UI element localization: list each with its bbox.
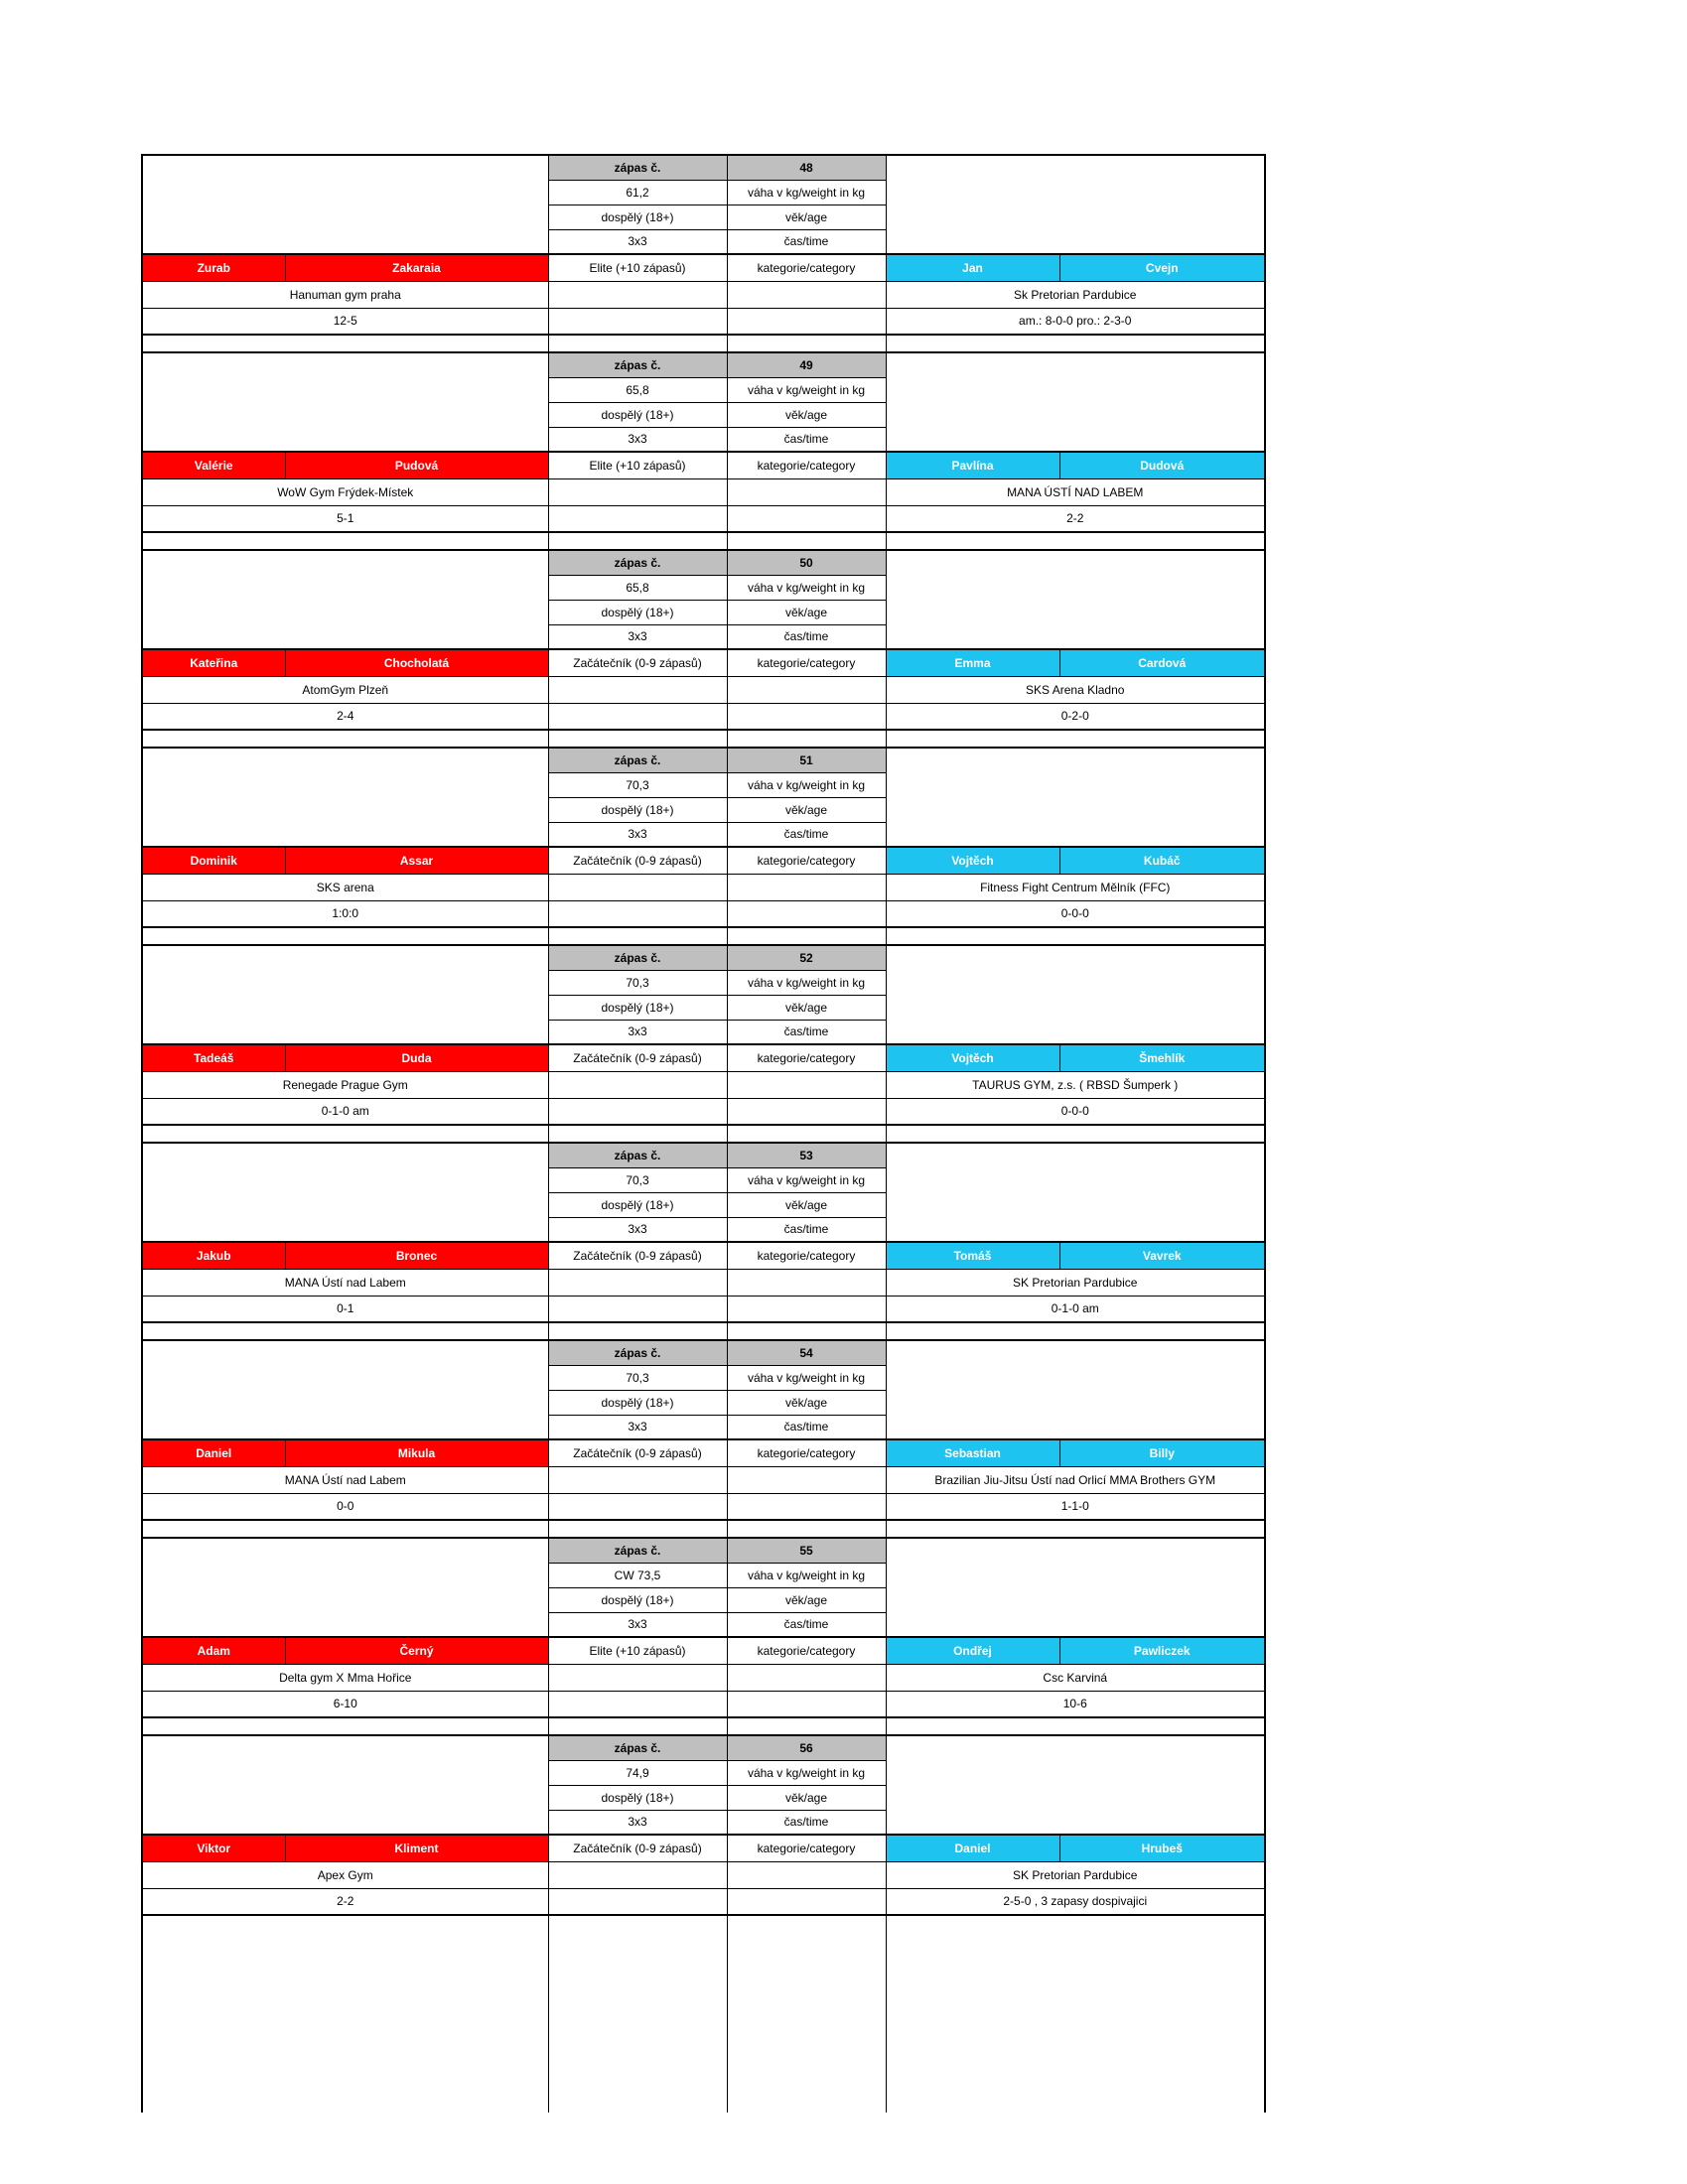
empty-cell (727, 1691, 886, 1717)
spacer-cell (142, 532, 548, 549)
red-corner-gym: Delta gym X Mma Hořice (142, 1664, 548, 1691)
category-label-cell: kategorie/category (727, 1044, 886, 1071)
blue-corner-first-name: Ondřej (886, 1637, 1059, 1664)
weight-label-cell: váha v kg/weight in kg (727, 1563, 886, 1587)
blue-corner-last-name: Cvejn (1059, 254, 1265, 281)
blue-corner-gym: MANA ÚSTÍ NAD LABEM (886, 478, 1265, 505)
match-no-value-cell: 48 (727, 155, 886, 180)
empty-cell (727, 1664, 886, 1691)
age-label-cell: věk/age (727, 600, 886, 624)
match-no-label-cell: zápas č. (548, 945, 727, 970)
red-corner-gym: SKS arena (142, 874, 548, 900)
spacer-cell (548, 927, 727, 944)
category-value-cell: Začátečník (0-9 zápasů) (548, 1242, 727, 1269)
time-label-cell: čas/time (727, 427, 886, 452)
spacer-cell (142, 1322, 548, 1339)
empty-cell (727, 1861, 886, 1888)
spacer-cell (548, 1717, 727, 1734)
blue-corner-first-name: Emma (886, 649, 1059, 676)
category-value-cell: Začátečník (0-9 zápasů) (548, 847, 727, 874)
match-no-label-cell: zápas č. (548, 1538, 727, 1563)
match-card (141, 549, 1266, 747)
category-label-cell: kategorie/category (727, 1637, 886, 1664)
blue-corner-gym: SKS Arena Kladno (886, 676, 1265, 703)
time-label-cell: čas/time (727, 1020, 886, 1044)
red-corner-last-name: Mikula (285, 1439, 548, 1466)
spacer-cell (727, 730, 886, 747)
spacer-cell (727, 927, 886, 944)
time-value-cell: 3x3 (548, 427, 727, 452)
age-value-cell: dospělý (18+) (548, 402, 727, 427)
weight-value-cell: 74,9 (548, 1760, 727, 1785)
red-corner-first-name: Daniel (142, 1439, 285, 1466)
time-value-cell: 3x3 (548, 1020, 727, 1044)
blue-side-empty-cell (886, 1538, 1265, 1637)
weight-value-cell: 70,3 (548, 970, 727, 995)
match-card (141, 1339, 1266, 1537)
spacer-cell (142, 1520, 548, 1537)
blue-corner-last-name: Cardová (1059, 649, 1265, 676)
spacer-cell (142, 1125, 548, 1142)
category-label-cell: kategorie/category (727, 452, 886, 478)
match-card (141, 1734, 1266, 1932)
weight-label-cell: váha v kg/weight in kg (727, 1760, 886, 1785)
red-corner-first-name: Valérie (142, 452, 285, 478)
red-corner-first-name: Kateřina (142, 649, 285, 676)
blue-side-empty-cell (886, 1143, 1265, 1242)
empty-blue-side-area (886, 1932, 1265, 2113)
time-label-cell: čas/time (727, 1217, 886, 1242)
blue-corner-last-name: Šmehlík (1059, 1044, 1265, 1071)
empty-next-card (141, 1932, 1266, 2113)
red-side-empty-cell (142, 1340, 548, 1439)
red-corner-last-name: Chocholatá (285, 649, 548, 676)
red-side-empty-cell (142, 945, 548, 1044)
age-label-cell: věk/age (727, 1390, 886, 1415)
blue-side-empty-cell (886, 352, 1265, 452)
time-label-cell: čas/time (727, 822, 886, 847)
empty-cell (548, 281, 727, 308)
match-no-value-cell: 52 (727, 945, 886, 970)
blue-side-empty-cell (886, 155, 1265, 254)
empty-cell (727, 1466, 886, 1493)
blue-side-empty-cell (886, 945, 1265, 1044)
time-label-cell: čas/time (727, 1415, 886, 1439)
weight-value-cell: 65,8 (548, 377, 727, 402)
spacer-cell (886, 1520, 1265, 1537)
spacer-cell (886, 1125, 1265, 1142)
blue-side-empty-cell (886, 1340, 1265, 1439)
weight-value-cell: CW 73,5 (548, 1563, 727, 1587)
spacer-cell (548, 1520, 727, 1537)
blue-corner-first-name: Daniel (886, 1835, 1059, 1861)
red-corner-record: 0-1 (142, 1296, 548, 1322)
category-value-cell: Začátečník (0-9 zápasů) (548, 1044, 727, 1071)
category-label-cell: kategorie/category (727, 649, 886, 676)
empty-cell (548, 1888, 727, 1915)
blue-corner-last-name: Vavrek (1059, 1242, 1265, 1269)
blue-corner-first-name: Vojtěch (886, 847, 1059, 874)
blue-corner-record: 10-6 (886, 1691, 1265, 1717)
spacer-cell (727, 1717, 886, 1734)
empty-red-side-area (142, 1932, 548, 2113)
red-corner-first-name: Tadeáš (142, 1044, 285, 1071)
category-value-cell: Začátečník (0-9 zápasů) (548, 1835, 727, 1861)
time-value-cell: 3x3 (548, 1415, 727, 1439)
blue-corner-first-name: Vojtěch (886, 1044, 1059, 1071)
spacer-cell (548, 335, 727, 351)
blue-corner-record: 0-2-0 (886, 703, 1265, 730)
weight-label-cell: váha v kg/weight in kg (727, 772, 886, 797)
empty-cell (548, 1493, 727, 1520)
blue-corner-gym: SK Pretorian Pardubice (886, 1861, 1265, 1888)
red-corner-first-name: Viktor (142, 1835, 285, 1861)
blue-corner-gym: SK Pretorian Pardubice (886, 1269, 1265, 1296)
spacer-cell (142, 1915, 548, 1932)
spacer-cell (142, 927, 548, 944)
blue-corner-gym: Brazilian Jiu-Jitsu Ústí nad Orlicí MMA Brothers GYM (886, 1466, 1265, 1493)
match-card (141, 1142, 1266, 1339)
empty-cell (548, 1466, 727, 1493)
match-no-label-cell: zápas č. (548, 352, 727, 377)
category-value-cell: Začátečník (0-9 zápasů) (548, 1439, 727, 1466)
time-label-cell: čas/time (727, 1612, 886, 1637)
empty-cell (727, 1269, 886, 1296)
red-corner-last-name: Černý (285, 1637, 548, 1664)
time-value-cell: 3x3 (548, 229, 727, 254)
time-label-cell: čas/time (727, 624, 886, 649)
blue-side-empty-cell (886, 1735, 1265, 1835)
match-no-value-cell: 50 (727, 550, 886, 575)
spacer-cell (548, 1322, 727, 1339)
blue-corner-record: 2-2 (886, 505, 1265, 532)
blue-corner-last-name: Hrubeš (1059, 1835, 1265, 1861)
empty-cell (727, 1493, 886, 1520)
blue-corner-gym: Csc Karviná (886, 1664, 1265, 1691)
red-corner-record: 5-1 (142, 505, 548, 532)
blue-corner-record: 0-0-0 (886, 900, 1265, 927)
match-no-label-cell: zápas č. (548, 1143, 727, 1167)
spacer-cell (548, 730, 727, 747)
weight-label-cell: váha v kg/weight in kg (727, 970, 886, 995)
empty-cell (727, 308, 886, 335)
spacer-cell (727, 1322, 886, 1339)
weight-value-cell: 65,8 (548, 575, 727, 600)
weight-label-cell: váha v kg/weight in kg (727, 1365, 886, 1390)
category-value-cell: Elite (+10 zápasů) (548, 254, 727, 281)
empty-label-column (727, 1932, 886, 2113)
empty-cell (727, 900, 886, 927)
spacer-cell (548, 532, 727, 549)
match-no-value-cell: 49 (727, 352, 886, 377)
category-value-cell: Elite (+10 zápasů) (548, 1637, 727, 1664)
empty-cell (548, 676, 727, 703)
empty-cell (548, 1861, 727, 1888)
red-corner-record: 0-0 (142, 1493, 548, 1520)
weight-label-cell: váha v kg/weight in kg (727, 377, 886, 402)
match-card (141, 944, 1266, 1142)
spacer-cell (886, 1915, 1265, 1932)
weight-value-cell: 70,3 (548, 1365, 727, 1390)
empty-cell (548, 505, 727, 532)
match-no-value-cell: 56 (727, 1735, 886, 1760)
blue-corner-record: 1-1-0 (886, 1493, 1265, 1520)
weight-label-cell: váha v kg/weight in kg (727, 575, 886, 600)
red-corner-last-name: Kliment (285, 1835, 548, 1861)
match-card (141, 747, 1266, 944)
blue-side-empty-cell (886, 550, 1265, 649)
red-corner-record: 0-1-0 am (142, 1098, 548, 1125)
red-corner-record: 12-5 (142, 308, 548, 335)
spacer-cell (548, 1125, 727, 1142)
red-corner-first-name: Jakub (142, 1242, 285, 1269)
spacer-cell (548, 1915, 727, 1932)
weight-label-cell: váha v kg/weight in kg (727, 180, 886, 205)
empty-cell (727, 281, 886, 308)
spacer-cell (727, 1520, 886, 1537)
time-label-cell: čas/time (727, 1810, 886, 1835)
spacer-cell (727, 1915, 886, 1932)
red-side-empty-cell (142, 352, 548, 452)
category-label-cell: kategorie/category (727, 1242, 886, 1269)
spacer-cell (142, 730, 548, 747)
empty-cell (548, 1071, 727, 1098)
weight-value-cell: 70,3 (548, 1167, 727, 1192)
age-label-cell: věk/age (727, 205, 886, 229)
empty-cell (548, 874, 727, 900)
blue-corner-record: 2-5-0 , 3 zapasy dospivajici (886, 1888, 1265, 1915)
time-label-cell: čas/time (727, 229, 886, 254)
age-label-cell: věk/age (727, 995, 886, 1020)
spacer-cell (886, 730, 1265, 747)
empty-cell (727, 1296, 886, 1322)
red-corner-last-name: Pudová (285, 452, 548, 478)
red-corner-first-name: Dominik (142, 847, 285, 874)
match-no-label-cell: zápas č. (548, 155, 727, 180)
match-no-value-cell: 51 (727, 748, 886, 772)
blue-corner-first-name: Sebastian (886, 1439, 1059, 1466)
empty-cell (548, 478, 727, 505)
match-no-value-cell: 55 (727, 1538, 886, 1563)
red-side-empty-cell (142, 1538, 548, 1637)
spacer-cell (142, 335, 548, 351)
red-corner-gym: AtomGym Plzeň (142, 676, 548, 703)
category-label-cell: kategorie/category (727, 1835, 886, 1861)
red-side-empty-cell (142, 550, 548, 649)
empty-cell (727, 1071, 886, 1098)
category-value-cell: Začátečník (0-9 zápasů) (548, 649, 727, 676)
spacer-cell (727, 1125, 886, 1142)
blue-corner-first-name: Jan (886, 254, 1059, 281)
red-corner-gym: WoW Gym Frýdek-Místek (142, 478, 548, 505)
blue-corner-record: 0-1-0 am (886, 1296, 1265, 1322)
red-corner-gym: Hanuman gym praha (142, 281, 548, 308)
red-corner-last-name: Zakaraia (285, 254, 548, 281)
age-value-cell: dospělý (18+) (548, 205, 727, 229)
empty-cell (727, 1888, 886, 1915)
spacer-cell (886, 1717, 1265, 1734)
empty-cell (548, 308, 727, 335)
blue-corner-last-name: Billy (1059, 1439, 1265, 1466)
blue-corner-last-name: Pawliczek (1059, 1637, 1265, 1664)
red-side-empty-cell (142, 748, 548, 847)
age-value-cell: dospělý (18+) (548, 600, 727, 624)
empty-cell (727, 676, 886, 703)
match-no-label-cell: zápas č. (548, 1340, 727, 1365)
blue-corner-last-name: Dudová (1059, 452, 1265, 478)
age-label-cell: věk/age (727, 1785, 886, 1810)
blue-corner-gym: Sk Pretorian Pardubice (886, 281, 1265, 308)
age-value-cell: dospělý (18+) (548, 797, 727, 822)
red-corner-gym: Apex Gym (142, 1861, 548, 1888)
spacer-cell (886, 335, 1265, 351)
time-value-cell: 3x3 (548, 624, 727, 649)
match-card (141, 1537, 1266, 1734)
time-value-cell: 3x3 (548, 1217, 727, 1242)
empty-cell (727, 874, 886, 900)
blue-corner-record: 0-0-0 (886, 1098, 1265, 1125)
time-value-cell: 3x3 (548, 822, 727, 847)
age-value-cell: dospělý (18+) (548, 1587, 727, 1612)
red-corner-last-name: Assar (285, 847, 548, 874)
age-label-cell: věk/age (727, 1587, 886, 1612)
match-no-label-cell: zápas č. (548, 1735, 727, 1760)
spacer-cell (142, 1717, 548, 1734)
spacer-cell (886, 927, 1265, 944)
age-value-cell: dospělý (18+) (548, 995, 727, 1020)
spacer-cell (886, 532, 1265, 549)
empty-cell (727, 1098, 886, 1125)
match-no-label-cell: zápas č. (548, 550, 727, 575)
match-card (141, 154, 1266, 351)
empty-cell (548, 1664, 727, 1691)
blue-corner-record: am.: 8-0-0 pro.: 2-3-0 (886, 308, 1265, 335)
empty-cell (548, 1691, 727, 1717)
red-side-empty-cell (142, 1735, 548, 1835)
empty-cell (727, 478, 886, 505)
red-side-empty-cell (142, 155, 548, 254)
blue-corner-gym: TAURUS GYM, z.s. ( RBSD Šumperk ) (886, 1071, 1265, 1098)
category-label-cell: kategorie/category (727, 1439, 886, 1466)
blue-corner-first-name: Pavlína (886, 452, 1059, 478)
empty-cell (727, 505, 886, 532)
time-value-cell: 3x3 (548, 1810, 727, 1835)
empty-cell (548, 900, 727, 927)
empty-cell (727, 703, 886, 730)
blue-corner-last-name: Kubáč (1059, 847, 1265, 874)
match-no-value-cell: 54 (727, 1340, 886, 1365)
spacer-cell (727, 532, 886, 549)
age-label-cell: věk/age (727, 797, 886, 822)
red-corner-record: 1:0:0 (142, 900, 548, 927)
match-no-label-cell: zápas č. (548, 748, 727, 772)
fight-card-sheet (141, 154, 1264, 2113)
blue-corner-gym: Fitness Fight Centrum Mělník (FFC) (886, 874, 1265, 900)
age-value-cell: dospělý (18+) (548, 1192, 727, 1217)
weight-value-cell: 61,2 (548, 180, 727, 205)
empty-value-column (548, 1932, 727, 2113)
red-corner-last-name: Bronec (285, 1242, 548, 1269)
empty-cell (548, 1296, 727, 1322)
blue-corner-first-name: Tomáš (886, 1242, 1059, 1269)
age-value-cell: dospělý (18+) (548, 1390, 727, 1415)
red-corner-gym: MANA Ústí nad Labem (142, 1466, 548, 1493)
empty-cell (548, 1098, 727, 1125)
spacer-cell (886, 1322, 1265, 1339)
empty-cell (548, 1269, 727, 1296)
time-value-cell: 3x3 (548, 1612, 727, 1637)
red-corner-record: 2-4 (142, 703, 548, 730)
red-corner-gym: MANA Ústí nad Labem (142, 1269, 548, 1296)
red-corner-record: 2-2 (142, 1888, 548, 1915)
weight-value-cell: 70,3 (548, 772, 727, 797)
age-label-cell: věk/age (727, 1192, 886, 1217)
red-corner-gym: Renegade Prague Gym (142, 1071, 548, 1098)
category-label-cell: kategorie/category (727, 254, 886, 281)
red-side-empty-cell (142, 1143, 548, 1242)
category-value-cell: Elite (+10 zápasů) (548, 452, 727, 478)
red-corner-first-name: Zurab (142, 254, 285, 281)
match-card (141, 351, 1266, 549)
red-corner-record: 6-10 (142, 1691, 548, 1717)
blue-side-empty-cell (886, 748, 1265, 847)
age-value-cell: dospělý (18+) (548, 1785, 727, 1810)
category-label-cell: kategorie/category (727, 847, 886, 874)
match-no-value-cell: 53 (727, 1143, 886, 1167)
empty-cell (548, 703, 727, 730)
red-corner-last-name: Duda (285, 1044, 548, 1071)
age-label-cell: věk/age (727, 402, 886, 427)
red-corner-first-name: Adam (142, 1637, 285, 1664)
spacer-cell (727, 335, 886, 351)
match-card-list (141, 154, 1264, 1932)
weight-label-cell: váha v kg/weight in kg (727, 1167, 886, 1192)
